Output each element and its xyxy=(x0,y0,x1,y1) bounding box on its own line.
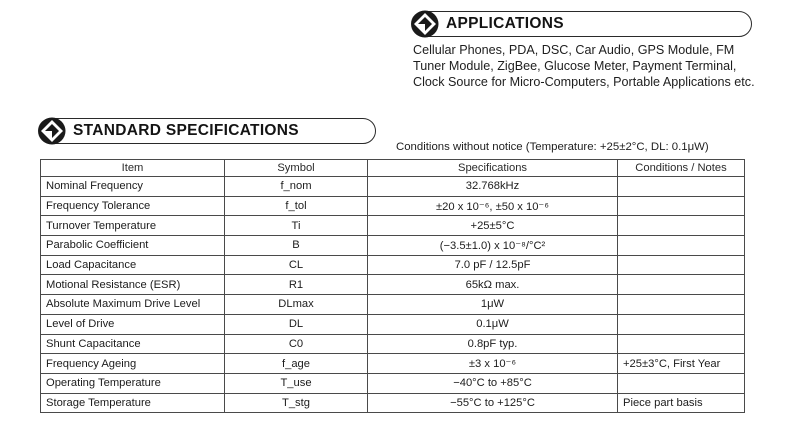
applications-title: APPLICATIONS xyxy=(446,15,564,32)
table-row xyxy=(41,334,745,354)
row-condition-note: +25±3°C, First Year xyxy=(618,354,745,374)
row-item-name: Turnover Temperature xyxy=(41,216,225,236)
row-condition-note xyxy=(618,196,745,216)
row-symbol: R1 xyxy=(225,275,368,295)
row-symbol: DLmax xyxy=(225,295,368,315)
row-item-name: Level of Drive xyxy=(41,314,225,334)
table-row xyxy=(41,373,745,393)
row-specification: (−3.5±1.0) x 10⁻⁸/°C² xyxy=(368,236,618,256)
applications-text: Cellular Phones, PDA, DSC, Car Audio, GPS Module, FM Tuner Module, ZigBee, Glucose Meter, Payment Terminal, Clock Source for Micro-Computers, Portable Applications etc. xyxy=(413,43,755,90)
table-row xyxy=(41,177,745,197)
row-symbol: CL xyxy=(225,255,368,275)
row-item-name: Absolute Maximum Drive Level xyxy=(41,295,225,315)
row-item-name: Nominal Frequency xyxy=(41,177,225,197)
row-condition-note: Piece part basis xyxy=(618,393,745,413)
row-condition-note xyxy=(618,295,745,315)
table-row xyxy=(41,354,745,374)
row-condition-note xyxy=(618,314,745,334)
row-symbol: DL xyxy=(225,314,368,334)
row-item-name: Shunt Capacitance xyxy=(41,334,225,354)
row-specification: 0.1μW xyxy=(368,314,618,334)
row-symbol: T_use xyxy=(225,373,368,393)
row-specification: ±3 x 10⁻⁶ xyxy=(368,354,618,374)
row-specification: 65kΩ max. xyxy=(368,275,618,295)
specifications-table-body xyxy=(41,177,745,413)
row-symbol: B xyxy=(225,236,368,256)
table-header-row xyxy=(41,160,745,177)
row-condition-note xyxy=(618,236,745,256)
row-condition-note xyxy=(618,275,745,295)
row-specification: +25±5°C xyxy=(368,216,618,236)
specifications-header xyxy=(38,118,376,144)
row-item-name: Parabolic Coefficient xyxy=(41,236,225,256)
row-item-name: Load Capacitance xyxy=(41,255,225,275)
section-logo-icon xyxy=(37,116,67,146)
row-specification: −55°C to +125°C xyxy=(368,393,618,413)
row-item-name: Operating Temperature xyxy=(41,373,225,393)
row-condition-note xyxy=(618,177,745,197)
row-specification: −40°C to +85°C xyxy=(368,373,618,393)
row-condition-note xyxy=(618,373,745,393)
row-specification: 32.768kHz xyxy=(368,177,618,197)
test-conditions-note: Conditions without notice (Temperature: +25±2°C, DL: 0.1μW) xyxy=(396,141,709,153)
table-row xyxy=(41,295,745,315)
specifications-title: STANDARD SPECIFICATIONS xyxy=(73,122,299,139)
row-specification: 1μW xyxy=(368,295,618,315)
column-header-notes: Conditions / Notes xyxy=(618,160,745,177)
row-symbol: f_age xyxy=(225,354,368,374)
row-specification: 7.0 pF / 12.5pF xyxy=(368,255,618,275)
table-row xyxy=(41,196,745,216)
row-item-name: Motional Resistance (ESR) xyxy=(41,275,225,295)
table-row xyxy=(41,255,745,275)
row-symbol: C0 xyxy=(225,334,368,354)
row-item-name: Frequency Ageing xyxy=(41,354,225,374)
specifications-table xyxy=(40,159,745,413)
row-symbol: T_stg xyxy=(225,393,368,413)
row-specification: ±20 x 10⁻⁶, ±50 x 10⁻⁶ xyxy=(368,196,618,216)
column-header-item: Item xyxy=(41,160,225,177)
applications-header xyxy=(411,11,752,37)
column-header-specifications: Specifications xyxy=(368,160,618,177)
table-row xyxy=(41,216,745,236)
row-symbol: f_tol xyxy=(225,196,368,216)
row-item-name: Storage Temperature xyxy=(41,393,225,413)
row-condition-note xyxy=(618,334,745,354)
column-header-symbol: Symbol xyxy=(225,160,368,177)
table-row xyxy=(41,393,745,413)
table-row xyxy=(41,236,745,256)
row-condition-note xyxy=(618,255,745,275)
row-symbol: Ti xyxy=(225,216,368,236)
row-symbol: f_nom xyxy=(225,177,368,197)
table-row xyxy=(41,275,745,295)
section-logo-icon xyxy=(410,9,440,39)
row-condition-note xyxy=(618,216,745,236)
table-row xyxy=(41,314,745,334)
row-item-name: Frequency Tolerance xyxy=(41,196,225,216)
row-specification: 0.8pF typ. xyxy=(368,334,618,354)
